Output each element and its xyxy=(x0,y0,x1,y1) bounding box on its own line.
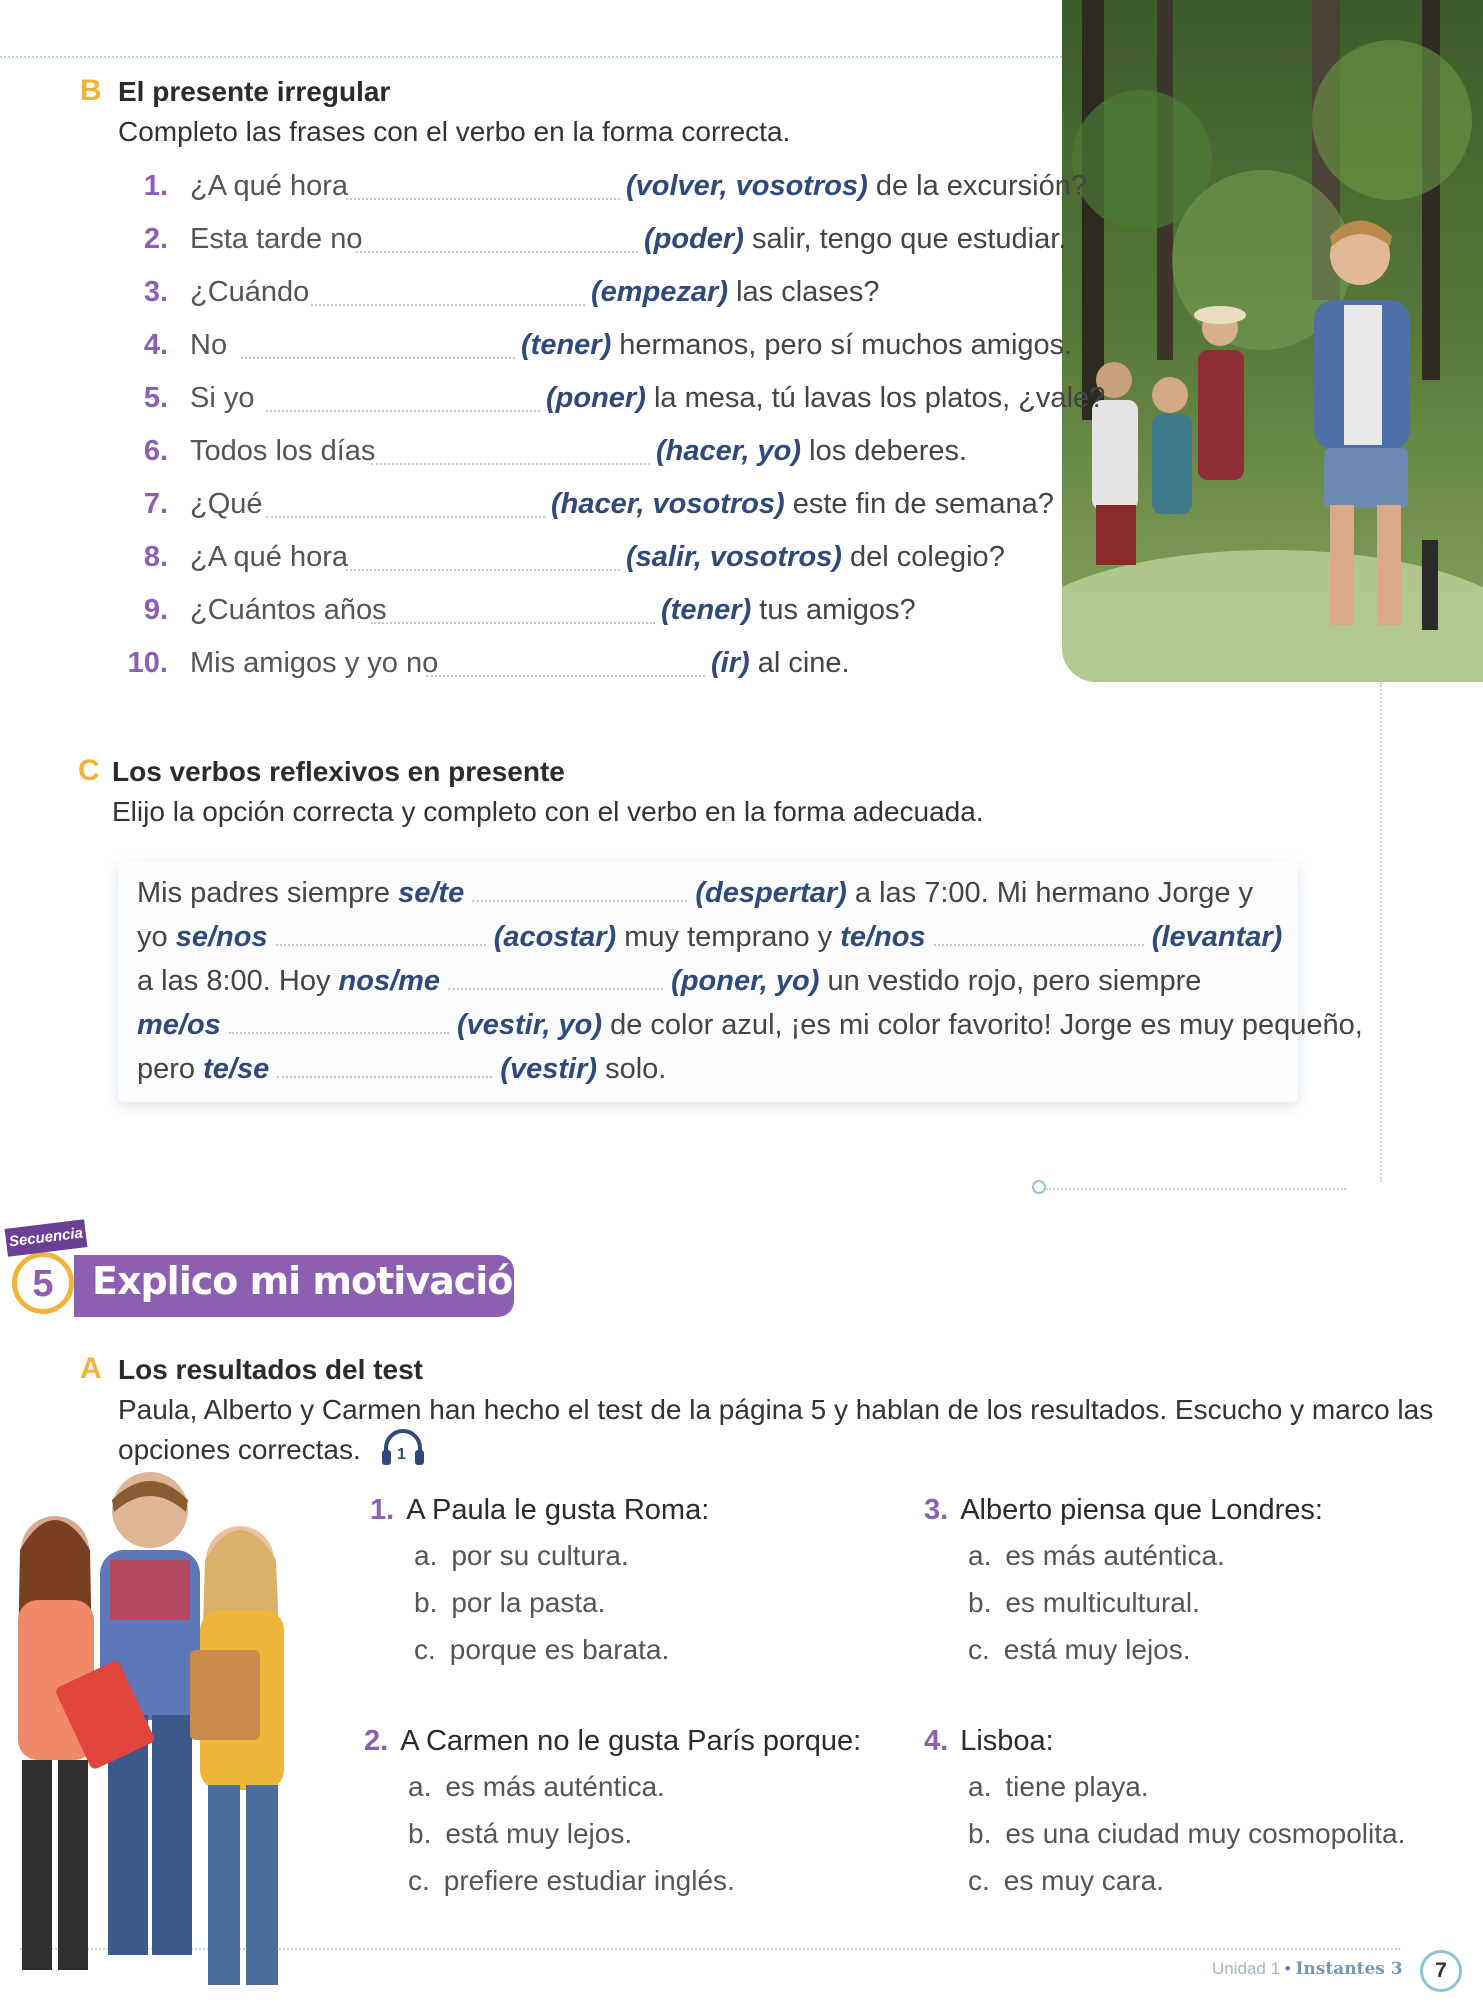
answer-blank[interactable] xyxy=(241,329,515,359)
item-prompt: Mis amigos y yo no xyxy=(190,647,439,679)
exercise-c-line-5: pero te/se (vestir) solo. xyxy=(137,1053,667,1085)
item-number: 4. xyxy=(143,329,168,361)
item-ending: (hacer, vosotros) este fin de semana? xyxy=(551,488,1054,520)
item-number: 7. xyxy=(143,488,168,520)
section-title-a: Los resultados del test xyxy=(118,1354,423,1385)
item-number: 2. xyxy=(143,223,168,255)
footer-unit-label: Unidad 1 • Instantes 3 xyxy=(1212,1959,1403,1979)
item-ending: (ir) al cine. xyxy=(711,647,850,679)
item-number: 5. xyxy=(143,382,168,414)
exercise-c-line-2: yo se/nos (acostar) muy temprano y te/nos (levantar) xyxy=(137,921,1283,953)
answer-blank[interactable] xyxy=(266,488,545,518)
exercise-c-line-3: a las 8:00. Hoy nos/me (poner, yo) un vestido rojo, pero siempre xyxy=(137,965,1202,997)
section-title-c: Los verbos reflexivos en presente xyxy=(112,756,565,787)
answer-option[interactable]: c. está muy lejos. xyxy=(968,1634,1191,1665)
question-title: 3. Alberto piensa que Londres: xyxy=(924,1494,1323,1526)
answer-option[interactable]: c. es muy cara. xyxy=(968,1865,1165,1896)
answer-option[interactable]: b. está muy lejos. xyxy=(408,1818,633,1849)
answer-blank[interactable] xyxy=(426,647,705,677)
answer-blank[interactable] xyxy=(472,876,687,902)
choice-option[interactable]: se/te xyxy=(398,877,465,909)
frame-circle-marker xyxy=(1032,1180,1046,1194)
section-instruction-a-cont: opciones correctas. xyxy=(118,1434,361,1465)
item-ending: (tener) tus amigos? xyxy=(661,594,916,626)
hikers-forest-photo xyxy=(1062,0,1483,682)
item-prompt: ¿A qué hora xyxy=(190,541,348,573)
headphones-audio-icon[interactable] xyxy=(380,1428,426,1468)
item-prompt: Todos los días xyxy=(190,435,376,467)
answer-blank[interactable] xyxy=(346,541,620,571)
answer-option[interactable]: a. por su cultura. xyxy=(414,1540,629,1571)
answer-blank[interactable] xyxy=(448,964,663,990)
answer-option[interactable]: a. es más auténtica. xyxy=(408,1771,665,1802)
section-letter-b: B xyxy=(80,74,102,107)
frame-line-top xyxy=(0,56,1062,58)
answer-option[interactable]: b. por la pasta. xyxy=(414,1587,606,1618)
answer-option[interactable]: b. es multicultural. xyxy=(968,1587,1200,1618)
answer-option[interactable]: c. porque es barata. xyxy=(414,1634,670,1665)
item-ending: (poder) salir, tengo que estudiar. xyxy=(644,223,1067,255)
answer-option[interactable]: a. tiene playa. xyxy=(968,1771,1149,1802)
section-instruction-b: Completo las frases con el verbo en la forma correcta. xyxy=(118,116,791,147)
item-ending: (salir, vosotros) del colegio? xyxy=(626,541,1005,573)
sequence-number: 5 xyxy=(12,1252,74,1314)
answer-blank[interactable] xyxy=(311,276,585,306)
answer-blank[interactable] xyxy=(934,920,1144,946)
question-title: 2. A Carmen no le gusta París porque: xyxy=(364,1725,862,1757)
item-ending: (poner) la mesa, tú lavas los platos, ¿vale? xyxy=(546,382,1106,414)
question-title: 4. Lisboa: xyxy=(924,1725,1054,1757)
exercise-c-line-4: me/os (vestir, yo) de color azul, ¡es mi color favorito! Jorge es muy pequeño, xyxy=(137,1009,1363,1041)
audio-track-number: 1 xyxy=(397,1446,406,1463)
item-prompt: ¿Cuántos años xyxy=(190,594,387,626)
item-number: 6. xyxy=(143,435,168,467)
item-number: 3. xyxy=(143,276,168,308)
question-title: 1. A Paula le gusta Roma: xyxy=(370,1494,710,1526)
sequence-title: Explico mi motivación xyxy=(92,1259,539,1303)
section-instruction-c: Elijo la opción correcta y completo con el verbo en la forma adecuada. xyxy=(112,796,984,827)
item-ending: (empezar) las clases? xyxy=(591,276,880,308)
item-prompt: Si yo xyxy=(190,382,255,414)
answer-blank[interactable] xyxy=(266,382,540,412)
students-photo xyxy=(0,1470,310,2000)
section-letter-c: C xyxy=(78,754,100,787)
answer-blank[interactable] xyxy=(371,435,650,465)
item-ending: (tener) hermanos, pero sí muchos amigos. xyxy=(521,329,1073,361)
item-prompt: Esta tarde no xyxy=(190,223,363,255)
answer-blank[interactable] xyxy=(371,594,655,624)
answer-option[interactable]: a. es más auténtica. xyxy=(968,1540,1225,1571)
answer-blank[interactable] xyxy=(229,1008,449,1034)
answer-blank[interactable] xyxy=(276,920,486,946)
item-prompt: ¿Cuándo xyxy=(190,276,310,308)
choice-option[interactable]: te/nos xyxy=(840,921,926,953)
item-prompt: ¿Qué xyxy=(190,488,263,520)
answer-option[interactable]: b. es una ciudad muy cosmopolita. xyxy=(968,1818,1406,1849)
choice-option[interactable]: nos/me xyxy=(338,965,441,997)
item-number: 1. xyxy=(143,170,168,202)
choice-option[interactable]: se/nos xyxy=(175,921,268,953)
item-prompt: ¿A qué hora xyxy=(190,170,348,202)
section-title-b: El presente irregular xyxy=(118,76,391,107)
item-ending: (hacer, yo) los deberes. xyxy=(656,435,968,467)
section-letter-a: A xyxy=(80,1352,102,1385)
answer-blank[interactable] xyxy=(356,223,638,253)
item-ending: (volver, vosotros) de la excursión? xyxy=(626,170,1087,202)
choice-option[interactable]: te/se xyxy=(203,1053,270,1085)
frame-line-bottom xyxy=(1046,1188,1346,1190)
page-number: 7 xyxy=(1420,1950,1462,1992)
sequence-tag: Secuencia xyxy=(5,1219,88,1257)
exercise-c-line-1: Mis padres siempre se/te (despertar) a las 7:00. Mi hermano Jorge y xyxy=(137,877,1254,909)
choice-option[interactable]: me/os xyxy=(137,1009,221,1041)
frame-line-right xyxy=(1380,682,1382,1182)
answer-option[interactable]: c. prefiere estudiar inglés. xyxy=(408,1865,735,1896)
item-number: 9. xyxy=(143,594,168,626)
answer-blank[interactable] xyxy=(346,170,620,200)
item-number: 10. xyxy=(127,647,168,679)
item-number: 8. xyxy=(143,541,168,573)
item-prompt: No xyxy=(190,329,228,361)
section-instruction-a: Paula, Alberto y Carmen han hecho el test de la página 5 y hablan de los resultados. Escucho y marco las xyxy=(118,1394,1434,1425)
answer-blank[interactable] xyxy=(277,1052,492,1078)
